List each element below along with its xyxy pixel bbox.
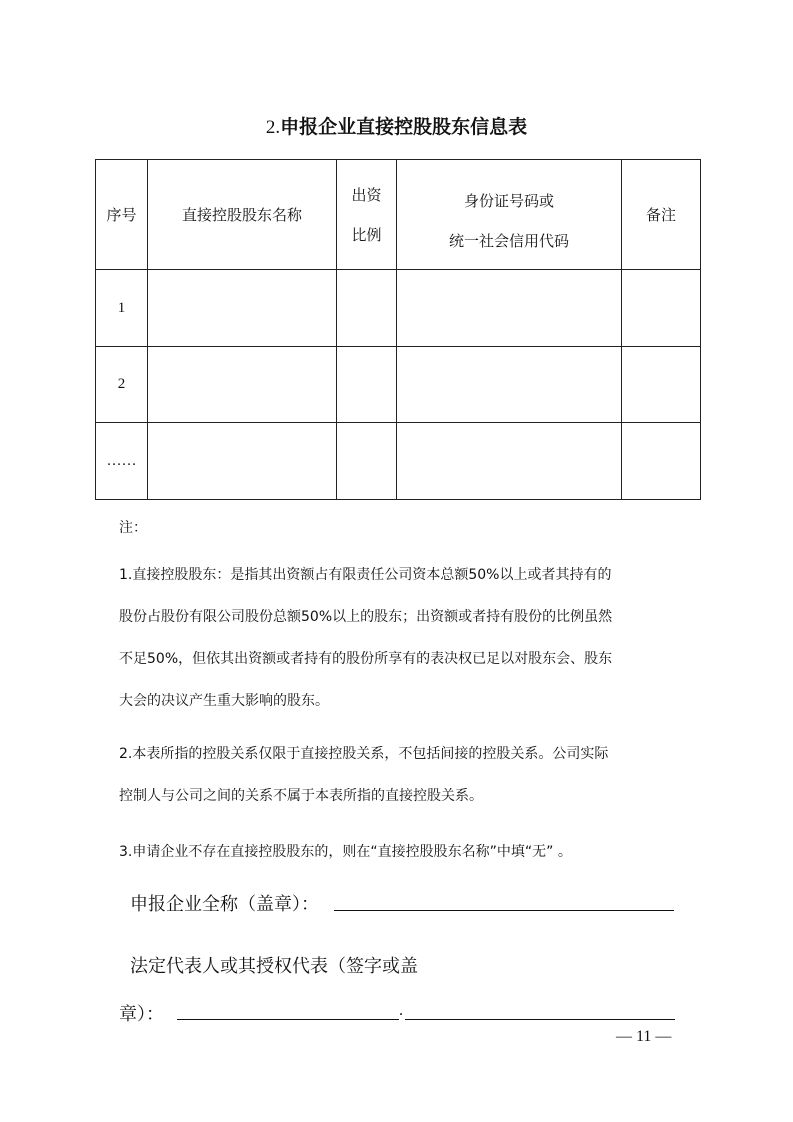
row-index: …… xyxy=(96,423,148,500)
note-1-line-2: 股份占股份有限公司股份总额50%以上的股东；出资额或者持有股份的比例虽然 xyxy=(119,609,613,625)
cell-shareholder-name[interactable] xyxy=(148,347,337,423)
note-2 xyxy=(119,733,689,817)
table-row xyxy=(96,270,701,347)
company-name-field[interactable] xyxy=(334,910,674,911)
cell-contribution-ratio[interactable] xyxy=(337,423,397,500)
cell-id-code[interactable] xyxy=(397,347,622,423)
note-2-line-2: 控制人与公司之间的关系不属于本表所指的直接控股关系。 xyxy=(119,788,483,804)
note-1-line-1: 1.直接控股股东：是指其出资额占有限责任公司资本总额50%以上或者其持有的 xyxy=(119,567,612,583)
row-index: 2 xyxy=(96,347,148,423)
note-3 xyxy=(119,831,689,873)
representative-label-line2: 章）： xyxy=(119,1004,164,1025)
cell-remarks[interactable] xyxy=(622,270,701,347)
table-row xyxy=(96,347,701,423)
cell-remarks[interactable] xyxy=(622,347,701,423)
shareholder-table xyxy=(95,159,701,500)
notes-label xyxy=(119,507,689,549)
page-number: — 11 — xyxy=(616,1028,672,1045)
company-name-label: 申报企业全称（盖章）： xyxy=(130,894,319,915)
cell-id-code[interactable] xyxy=(397,423,622,500)
header-index: 序号 xyxy=(96,160,148,270)
representative-label-line1: 法定代表人或其授权代表（签字或盖 xyxy=(130,956,418,977)
page-title xyxy=(0,112,793,139)
notes-label-text: 注： xyxy=(119,520,147,536)
cell-contribution-ratio[interactable] xyxy=(337,270,397,347)
table-row xyxy=(96,423,701,500)
header-id-line2: 统一社会信用代码 xyxy=(448,232,569,250)
header-id-line1: 身份证号码或 xyxy=(463,192,554,210)
note-1-line-4: 大会的决议产生重大影响的股东。 xyxy=(119,693,329,709)
header-id-code xyxy=(397,160,622,270)
header-shareholder-name: 直接控股股东名称 xyxy=(148,160,337,270)
header-ratio-line2: 比例 xyxy=(351,225,382,244)
table-header-row xyxy=(96,160,701,270)
cell-id-code[interactable] xyxy=(397,270,622,347)
cell-shareholder-name[interactable] xyxy=(148,270,337,347)
note-1 xyxy=(119,554,689,722)
note-1-line-3: 不足50%，但依其出资额或者持有的股份所享有的表决权已足以对股东会、股东 xyxy=(119,651,613,667)
header-contribution-ratio xyxy=(337,160,397,270)
cell-contribution-ratio[interactable] xyxy=(337,347,397,423)
note-3-text: 3.申请企业不存在直接控股股东的，则在“直接控股股东名称”中填“无” 。 xyxy=(119,844,572,860)
separator-dot: . xyxy=(399,1002,403,1019)
header-remarks: 备注 xyxy=(622,160,701,270)
cell-shareholder-name[interactable] xyxy=(148,423,337,500)
representative-field[interactable] xyxy=(177,1019,399,1020)
header-ratio-line1: 出资 xyxy=(351,185,382,204)
date-field[interactable] xyxy=(405,1019,675,1020)
title-number: 2. xyxy=(265,117,281,138)
cell-remarks[interactable] xyxy=(622,423,701,500)
note-2-line-1: 2.本表所指的控股关系仅限于直接控股关系，不包括间接的控股关系。公司实际 xyxy=(119,746,609,762)
row-index: 1 xyxy=(96,270,148,347)
title-text: 申报企业直接控股股东信息表 xyxy=(280,116,528,138)
